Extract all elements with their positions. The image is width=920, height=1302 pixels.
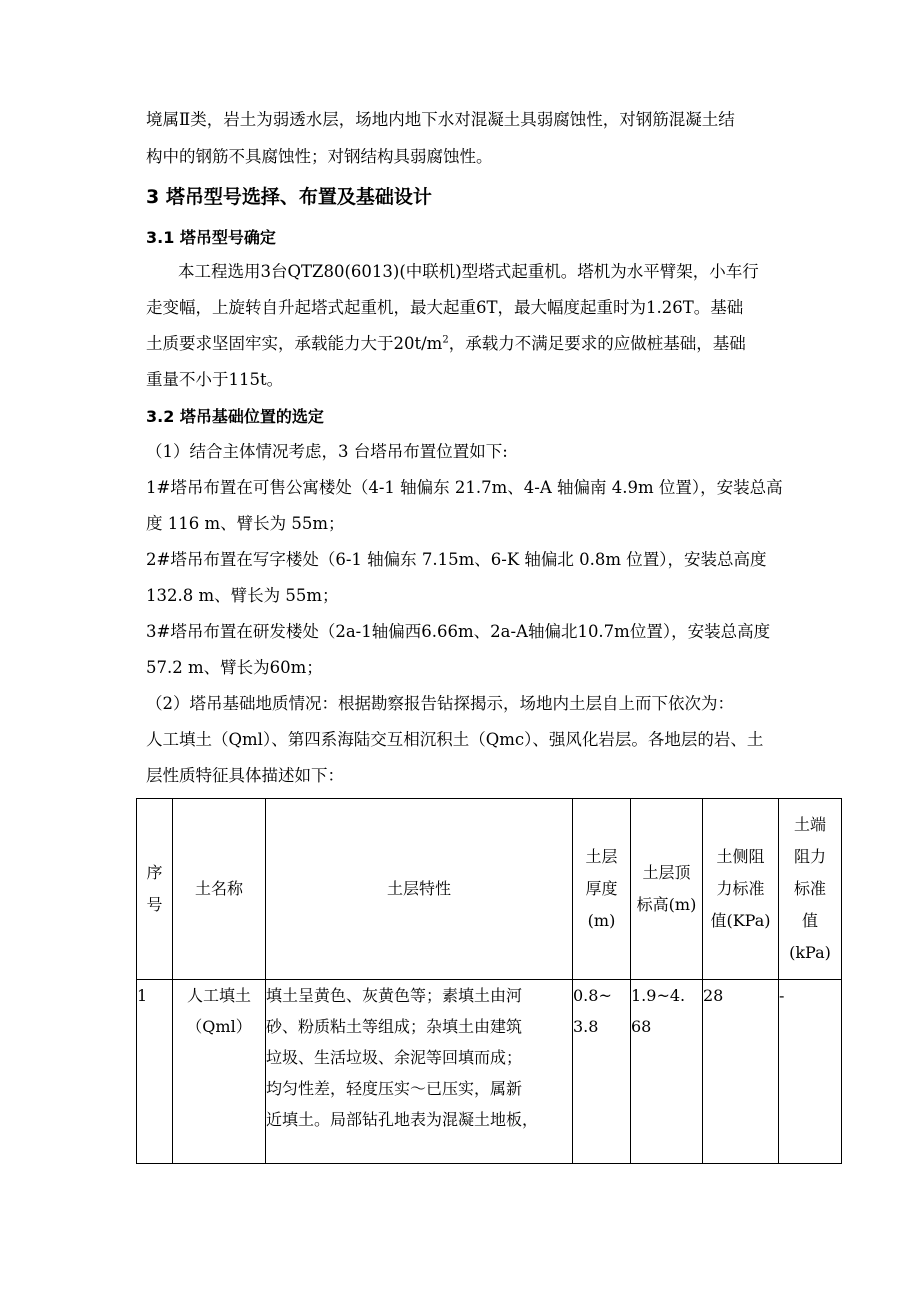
section-3-1-para-line-1: 本工程选用3台QTZ80(6013)(中联机)型塔式起重机。塔机为水平臂架，小车行 bbox=[178, 262, 759, 281]
intro-line-2: 构中的钢筋不具腐蚀性；对钢结构具弱腐蚀性。 bbox=[146, 147, 493, 166]
soil-properties-table bbox=[136, 798, 842, 1164]
crane-1-line-b: 度 116 m、臂长为 55m； bbox=[146, 514, 345, 533]
crane-2-line-a: 2#塔吊布置在写字楼处（6-1 轴偏东 7.15m、6-K 轴偏北 0.8m 位置），安装总高度 bbox=[146, 550, 767, 569]
cell-soil-properties: 填土呈黄色、灰黄色等；素填土由河 砂、粉质粘土等组成；杂填土由建筑 垃圾、生活垃圾、余泥等回填而成； 均匀性差，轻度压实～已压实，属新 近填土。局部钻孔地表为混凝土地板， bbox=[266, 980, 573, 1164]
section-3-2-item-2-line-a: （2）塔吊基础地质情况：根据勘察报告钻探揭示，场地内土层自上而下依次为： bbox=[146, 694, 734, 713]
intro-line-1: 境属Ⅱ类，岩土为弱透水层，场地内地下水对混凝土具弱腐蚀性，对钢筋混凝土结 bbox=[146, 110, 735, 129]
crane-3-line-a: 3#塔吊布置在研发楼处（2a-1轴偏西6.66m、2a-A轴偏北10.7m位置），安装总高度 bbox=[146, 622, 771, 641]
cell-end-resistance: - bbox=[779, 980, 842, 1164]
header-layer-thickness: 土层 厚度 (m) bbox=[573, 799, 631, 980]
para-text-pre: 土质要求坚固牢实，承载能力大于20t/m bbox=[146, 334, 443, 353]
section-3-1-para-line-2: 走变幅，上旋转自升起塔式起重机，最大起重6T，最大幅度起重时为1.26T。基础 bbox=[146, 298, 744, 317]
section-3-1-para-line-4: 重量不小于115t。 bbox=[146, 370, 284, 389]
superscript-2: 2 bbox=[442, 334, 449, 346]
section-3-1-para-line-3 bbox=[146, 332, 746, 356]
header-soil-name: 土名称 bbox=[173, 799, 266, 980]
section-3-2-title: 3.2 塔吊基础位置的选定 bbox=[146, 407, 324, 426]
header-soil-properties: 土层特性 bbox=[266, 799, 573, 980]
section-3-2-item-2-line-b: 人工填土（Qml）、第四系海陆交互相沉积土（Qmc）、强风化岩层。各地层的岩、土 bbox=[146, 730, 764, 749]
section-3-2-item-2-line-c: 层性质特征具体描述如下： bbox=[146, 766, 344, 785]
cell-seq: 1 bbox=[137, 980, 173, 1164]
header-top-elevation: 土层顶 标高(m) bbox=[631, 799, 703, 980]
para-text-post: ，承载力不满足要求的应做桩基础，基础 bbox=[448, 334, 746, 353]
crane-2-line-b: 132.8 m、臂长为 55m； bbox=[146, 586, 339, 605]
section-3-1-title: 3.1 塔吊型号确定 bbox=[146, 228, 276, 247]
crane-3-line-b: 57.2 m、臂长为60m； bbox=[146, 658, 323, 677]
section-3-2-item-1: （1）结合主体情况考虑，3 台塔吊布置位置如下: bbox=[146, 442, 508, 461]
crane-1-line-a: 1#塔吊布置在可售公寓楼处（4-1 轴偏东 21.7m、4-A 轴偏南 4.9m 位置），安装总高 bbox=[146, 478, 783, 497]
cell-soil-name: 人工填土 （Qml） bbox=[173, 980, 266, 1164]
table-row bbox=[137, 980, 842, 1164]
header-seq: 序 号 bbox=[137, 799, 173, 980]
cell-layer-thickness: 0.8~ 3.8 bbox=[573, 980, 631, 1164]
header-end-resistance: 土端 阻力 标准 值 (kPa) bbox=[779, 799, 842, 980]
section-3-title: 3 塔吊型号选择、布置及基础设计 bbox=[146, 186, 432, 208]
cell-side-resistance: 28 bbox=[703, 980, 779, 1164]
header-side-resistance: 土侧阻 力标准 值(KPa) bbox=[703, 799, 779, 980]
table-header-row bbox=[137, 799, 842, 980]
cell-top-elevation: 1.9~4. 68 bbox=[631, 980, 703, 1164]
